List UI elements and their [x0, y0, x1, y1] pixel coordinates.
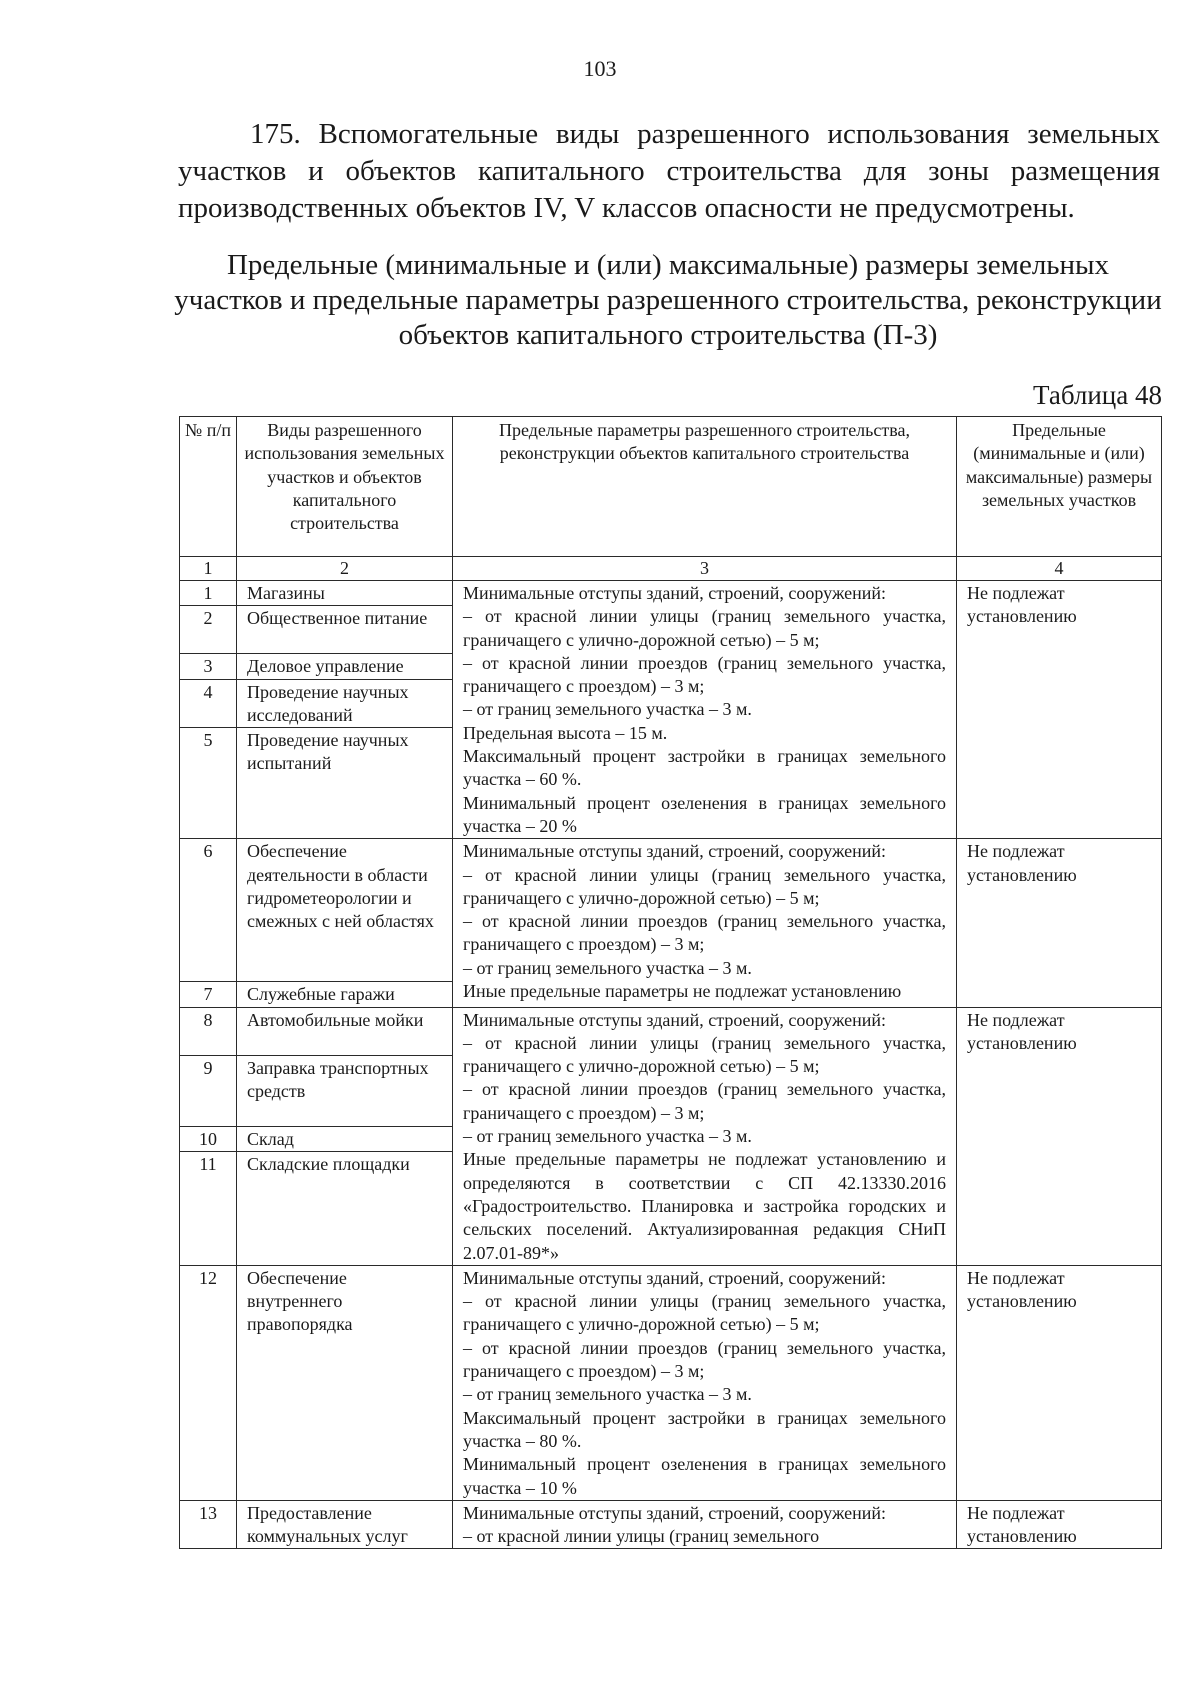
construction-parameters: Минимальные отступы зданий, строений, сооружений: – от красной линии улицы (границ земельного участка, граничащего с улично-дорожной сетью) – 5 м; – от красной линии проездов (границ земельного участка, граничащего с проездом) – 3 м; – от границ земельного участка – 3 м. Иные предельные параметры не подлежат установлению	[453, 839, 957, 1007]
permitted-use: Деловое управление	[237, 654, 453, 679]
table-row	[180, 581, 1162, 606]
row-number: 12	[180, 1265, 237, 1500]
row-number: 2	[180, 606, 237, 654]
table-caption: Таблица 48	[1033, 380, 1162, 410]
row-number: 4	[180, 679, 237, 728]
row-number: 6	[180, 839, 237, 982]
column-number-row	[180, 557, 1162, 581]
row-number: 1	[180, 581, 237, 606]
row-number: 7	[180, 982, 237, 1007]
table-heading: Предельные (минимальные и (или) максимальные) размеры земельных участков и предельные параметры разрешенного строительства, реконструкции объектов капитального строительства (П-3)	[174, 249, 1162, 351]
permitted-use: Проведение научных исследований	[237, 679, 453, 728]
construction-parameters: Минимальные отступы зданий, строений, сооружений: – от красной линии улицы (границ земельного	[453, 1500, 957, 1549]
column-number: 2	[237, 557, 453, 581]
page-number: 103	[583, 56, 617, 81]
row-number: 5	[180, 728, 237, 839]
permitted-use: Общественное питание	[237, 606, 453, 654]
permitted-use: Склад	[237, 1126, 453, 1151]
row-number: 11	[180, 1151, 237, 1265]
land-plot-sizes: Не подлежат установлению	[957, 1265, 1162, 1500]
row-number: 10	[180, 1126, 237, 1151]
header-num: № п/п	[180, 417, 237, 557]
column-number: 4	[957, 557, 1162, 581]
construction-parameters: Минимальные отступы зданий, строений, сооружений: – от красной линии улицы (границ земельного участка, граничащего с улично-дорожной сетью) – 5 м; – от красной линии проездов (границ земельного участка, граничащего с проездом) – 3 м; – от границ земельного участка – 3 м. Иные предельные параметры не подлежат установлению и определяются в соответствии с СП 42.13330.2016 «Градостроительство. Планировка и застройка городских и сельских поселений. Актуализированная редакция СНиП 2.07.01-89*»	[453, 1007, 957, 1265]
construction-parameters: Минимальные отступы зданий, строений, сооружений: – от красной линии улицы (границ земельного участка, граничащего с улично-дорожной сетью) – 5 м; – от красной линии проездов (границ земельного участка, граничащего с проездом) – 3 м; – от границ земельного участка – 3 м. Максимальный процент застройки в границах земельного участка – 80 %. Минимальный процент озеленения в границах земельного участка – 10 %	[453, 1265, 957, 1500]
land-plot-sizes: Не подлежат установлению	[957, 1500, 1162, 1549]
column-number: 1	[180, 557, 237, 581]
table-row	[180, 1007, 1162, 1055]
row-number: 13	[180, 1500, 237, 1549]
construction-parameters: Минимальные отступы зданий, строений, сооружений: – от красной линии улицы (границ земельного участка, граничащего с улично-дорожной сетью) – 5 м; – от красной линии проездов (границ земельного участка, граничащего с проездом) – 3 м; – от границ земельного участка – 3 м. Предельная высота – 15 м. Максимальный процент застройки в границах земельного участка – 60 %. Минимальный процент озеленения в границах земельного участка – 20 %	[453, 581, 957, 839]
permitted-use: Автомобильные мойки	[237, 1007, 453, 1055]
table-header-row	[180, 417, 1162, 557]
land-plot-sizes: Не подлежат установлению	[957, 1007, 1162, 1265]
land-plot-sizes: Не подлежат установлению	[957, 839, 1162, 1007]
table-row	[180, 1265, 1162, 1500]
permitted-use: Обеспечение внутреннего правопорядка	[237, 1265, 453, 1500]
permitted-use: Складские площадки	[237, 1151, 453, 1265]
header-sizes: Предельные (минимальные и (или) максимальные) размеры земельных участков	[957, 417, 1162, 557]
permitted-use: Проведение научных испытаний	[237, 728, 453, 839]
permitted-use: Служебные гаражи	[237, 982, 453, 1007]
permitted-use: Обеспечение деятельности в области гидрометеорологии и смежных с ней областях	[237, 839, 453, 982]
row-number: 3	[180, 654, 237, 679]
permitted-use: Предоставление коммунальных услуг	[237, 1500, 453, 1549]
table-row	[180, 839, 1162, 982]
table-row	[180, 1500, 1162, 1549]
land-plot-sizes: Не подлежат установлению	[957, 581, 1162, 839]
row-number: 9	[180, 1055, 237, 1126]
header-params: Предельные параметры разрешенного строительства, реконструкции объектов капитального строительства	[453, 417, 957, 557]
permitted-use: Магазины	[237, 581, 453, 606]
paragraph-175: 175. Вспомогательные виды разрешенного использования земельных участков и объектов капитального строительства для зоны размещения производственных объектов IV, V классов опасности не предусмотрены.	[178, 118, 1160, 224]
column-number: 3	[453, 557, 957, 581]
header-use: Виды разрешенного использования земельных участков и объектов капитального строительства	[237, 417, 453, 557]
regulations-table	[179, 416, 1162, 1549]
permitted-use: Заправка транспортных средств	[237, 1055, 453, 1126]
row-number: 8	[180, 1007, 237, 1055]
